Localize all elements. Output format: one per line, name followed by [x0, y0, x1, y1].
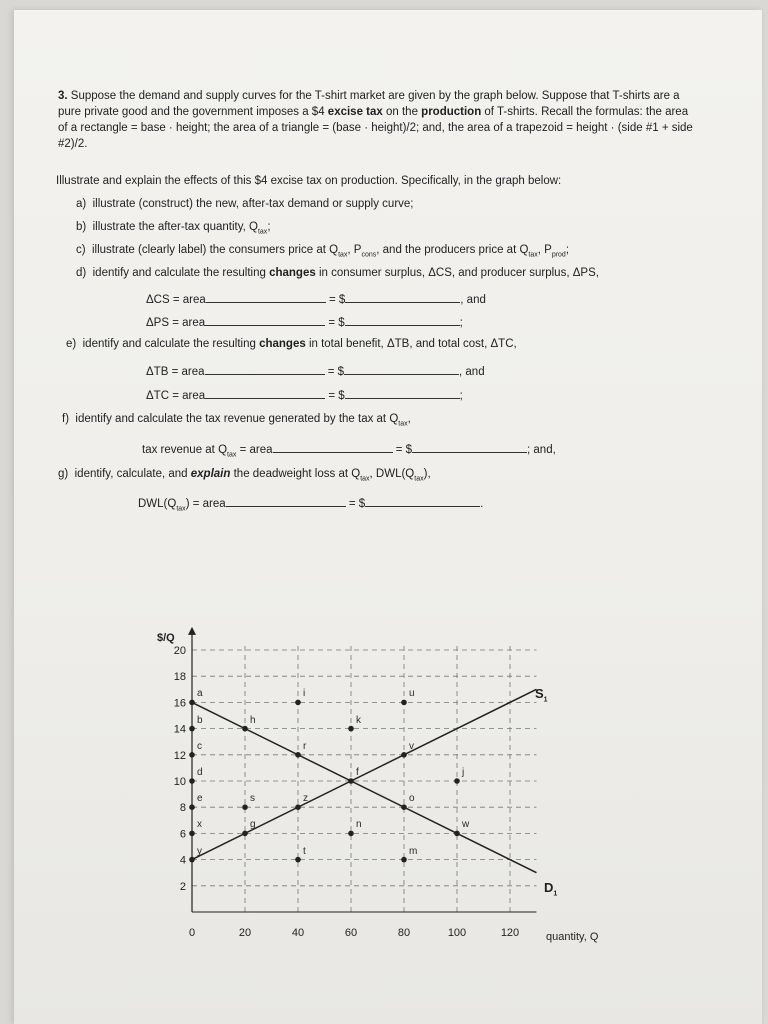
- point-label-r: r: [303, 740, 307, 752]
- y-tick-label-6: 6: [179, 828, 186, 841]
- point-label-c: c: [197, 740, 202, 752]
- point-label-j: j: [462, 767, 465, 778]
- sub-tax-b: tax: [257, 228, 268, 236]
- point-label-g: g: [250, 819, 256, 831]
- item-b: [76, 221, 271, 235]
- dcs-equals: = $: [328, 294, 346, 306]
- point-marker-u: [401, 700, 407, 706]
- dps-label: ΔPS = area: [146, 317, 206, 329]
- intro-bold-production: production: [421, 106, 482, 118]
- item-a-label: a): [76, 198, 87, 210]
- dtb-equals: = $: [327, 366, 345, 378]
- supply-sub: 1: [543, 696, 548, 704]
- item-c-text1: illustrate (clearly label) the consumers price at Q: [91, 244, 339, 256]
- sub-prod: prod: [551, 251, 566, 259]
- sub-tax-f: tax: [398, 420, 408, 428]
- dtc-equals: = $: [328, 390, 345, 402]
- dcs-line: [146, 290, 486, 306]
- point-marker-j: [454, 778, 460, 784]
- point-label-m: m: [409, 845, 418, 857]
- item-d-bold: changes: [269, 267, 316, 279]
- y-tick-label-4: 4: [179, 854, 186, 867]
- sub-tax-dwl: tax: [176, 505, 186, 513]
- item-e-text2: in total benefit, ΔTB, and total cost, ΔTC,: [305, 338, 517, 350]
- item-e-bold: changes: [259, 338, 306, 350]
- dwl-label2: ) = area: [185, 498, 226, 510]
- point-label-b: b: [197, 714, 203, 726]
- item-d: [76, 267, 599, 279]
- item-c: [76, 244, 569, 258]
- dwl-period: .: [480, 498, 484, 510]
- dtb-and: , and: [459, 366, 485, 378]
- dps-value-blank[interactable]: [345, 313, 460, 326]
- taxrev-semicolon-and: ; and,: [527, 444, 556, 456]
- y-axis-title: $/Q: [157, 632, 175, 644]
- point-label-y: y: [197, 845, 202, 857]
- demand-curve-label: [544, 880, 557, 898]
- dtc-area-blank[interactable]: [205, 386, 325, 399]
- taxrev-label2: = area: [236, 444, 273, 456]
- point-label-i: i: [303, 688, 306, 700]
- supply-demand-graph: [154, 620, 634, 950]
- x-tick-label-0: 0: [188, 927, 196, 939]
- item-f-label: f): [62, 413, 70, 425]
- item-g-label: g): [58, 468, 69, 480]
- y-tick-label-2: 2: [179, 880, 186, 893]
- item-c-text3: , and the producers price at Q: [376, 244, 529, 256]
- sub-tax-g2: tax: [414, 475, 424, 483]
- item-g: [58, 468, 431, 482]
- intro-bold-excise: excise tax: [327, 106, 383, 118]
- item-b-text: illustrate the after-tax quantity, Q: [92, 221, 258, 233]
- point-label-d: d: [197, 767, 203, 778]
- x-tick-label-20: 20: [238, 927, 252, 939]
- point-marker-a: [189, 700, 195, 706]
- dtb-line: [146, 362, 485, 378]
- graph-svg: [154, 620, 634, 950]
- intro-text-b: on the: [382, 106, 422, 118]
- item-g-paren: ),: [423, 468, 431, 480]
- point-marker-v: [401, 752, 407, 758]
- x-tick-label-80: 80: [397, 927, 411, 939]
- dwl-label: DWL(Q: [138, 498, 177, 510]
- y-tick-label-12: 12: [173, 749, 186, 762]
- y-tick-label-16: 16: [173, 697, 186, 710]
- y-tick-label-14: 14: [173, 723, 186, 736]
- dtb-area-blank[interactable]: [205, 362, 325, 375]
- question-intro: [58, 88, 698, 152]
- point-marker-y: [189, 857, 195, 863]
- dtc-semicolon: ;: [459, 390, 463, 402]
- supply-curve-label: [535, 686, 548, 704]
- intro-text-c: of T-shirts. Recall the formulas: the area of a rectangle = base · height; the area of a triangle = (base · height)/2; and, the area of a trapezoid = height · (side #1 + side #2)/2.: [58, 106, 693, 150]
- point-marker-f: [348, 778, 354, 784]
- sub-tax-c1: tax: [338, 251, 348, 259]
- item-d-text1: identify and calculate the resulting: [92, 267, 270, 279]
- item-b-label: b): [76, 221, 87, 233]
- item-d-text2: in consumer surplus, ΔCS, and producer surplus, ΔPS,: [315, 267, 599, 279]
- item-g-text1: identify, calculate, and: [74, 468, 191, 480]
- y-tick-label-8: 8: [179, 802, 186, 815]
- point-label-w: w: [462, 819, 470, 831]
- point-label-o: o: [409, 793, 415, 805]
- point-label-v: v: [409, 740, 414, 752]
- point-label-s: s: [250, 793, 255, 805]
- item-c-semicolon: ;: [565, 244, 570, 256]
- dps-semicolon: ;: [459, 317, 463, 329]
- item-e-text1: identify and calculate the resulting: [82, 338, 260, 350]
- x-tick-label-40: 40: [291, 927, 305, 939]
- x-tick-label-100: 100: [447, 927, 467, 939]
- point-label-z: z: [303, 793, 308, 805]
- x-tick-label-120: 120: [500, 927, 520, 939]
- dwl-line: [138, 494, 483, 512]
- tax-revenue-line: [142, 440, 556, 458]
- item-b-semicolon: ;: [267, 221, 271, 233]
- sub-tax-c2: tax: [528, 251, 538, 259]
- point-label-e: e: [197, 793, 203, 805]
- taxrev-label: tax revenue at Q: [142, 444, 228, 456]
- item-c-label: c): [76, 244, 86, 256]
- point-label-x: x: [197, 819, 202, 831]
- item-f-comma: ,: [407, 413, 411, 425]
- y-axis-arrow-icon: [188, 627, 196, 635]
- item-d-label: d): [76, 267, 87, 279]
- dcs-and: , and: [460, 294, 486, 306]
- dtb-label: ΔTB = area: [146, 366, 205, 378]
- dps-equals: = $: [328, 317, 345, 329]
- point-label-a: a: [197, 688, 203, 700]
- point-label-h: h: [250, 714, 256, 726]
- item-c-text2: , P: [347, 244, 362, 256]
- dwl-area-blank[interactable]: [226, 494, 346, 507]
- taxrev-equals: = $: [395, 444, 413, 456]
- point-marker-h: [242, 726, 248, 732]
- item-e: [66, 338, 517, 350]
- dtb-value-blank[interactable]: [344, 362, 459, 375]
- item-a: [76, 198, 414, 210]
- item-a-text: illustrate (construct) the new, after-tax demand or supply curve;: [92, 198, 414, 210]
- point-marker-z: [295, 804, 301, 810]
- point-marker-i: [295, 700, 301, 706]
- item-g-bold: explain: [190, 468, 231, 480]
- point-marker-n: [348, 831, 354, 837]
- dps-line: [146, 313, 463, 329]
- item-g-text3: , DWL(Q: [369, 468, 415, 480]
- dtc-value-blank[interactable]: [345, 386, 460, 399]
- x-tick-label-60: 60: [344, 927, 358, 939]
- dwl-equals: = $: [348, 498, 366, 510]
- question-number: 3.: [58, 90, 68, 102]
- item-c-text4: , P: [537, 244, 552, 256]
- point-marker-b: [189, 726, 195, 732]
- sub-cons: cons: [361, 251, 377, 259]
- point-label-t: t: [303, 845, 306, 857]
- dwl-value-blank[interactable]: [365, 494, 480, 507]
- point-marker-c: [189, 752, 195, 758]
- point-marker-k: [348, 726, 354, 732]
- item-g-text2: the deadweight loss at Q: [230, 468, 361, 480]
- y-tick-label-10: 10: [173, 776, 186, 788]
- item-f: [62, 413, 411, 427]
- dtc-label: ΔTC = area: [146, 390, 206, 402]
- dcs-area-blank[interactable]: [206, 290, 326, 303]
- taxrev-area-blank[interactable]: [273, 440, 393, 453]
- worksheet-page: [14, 10, 762, 1024]
- point-marker-t: [295, 857, 301, 863]
- point-marker-e: [189, 804, 195, 810]
- intro-text-a: Suppose the demand and supply curves for the T-shirt market are given by the graph below. Suppose that T-shirts are a pure private good and the government imposes a $4: [58, 90, 680, 118]
- dcs-value-blank[interactable]: [345, 290, 460, 303]
- sub-tax-g1: tax: [360, 475, 370, 483]
- demand-letter: D: [544, 880, 554, 895]
- taxrev-value-blank[interactable]: [412, 440, 527, 453]
- point-marker-x: [189, 831, 195, 837]
- point-marker-o: [401, 804, 407, 810]
- point-marker-w: [454, 831, 460, 837]
- item-f-text: identify and calculate the tax revenue generated by the tax at Q: [75, 413, 399, 425]
- supply-letter: S: [535, 686, 544, 701]
- point-marker-s: [242, 804, 248, 810]
- dps-area-blank[interactable]: [205, 313, 325, 326]
- demand-sub: 1: [553, 890, 558, 898]
- point-label-f: f: [356, 767, 359, 778]
- point-label-u: u: [409, 688, 415, 700]
- item-e-label: e): [66, 338, 77, 350]
- instruction: Illustrate and explain the effects of this $4 excise tax on production. Specifically, in the graph below:: [56, 175, 562, 187]
- dtc-line: [146, 386, 463, 402]
- x-axis-title: quantity, Q: [546, 931, 599, 943]
- point-label-n: n: [356, 819, 362, 831]
- y-tick-label-18: 18: [173, 671, 186, 684]
- point-marker-r: [295, 752, 301, 758]
- dcs-label: ΔCS = area: [146, 294, 206, 306]
- point-label-k: k: [356, 714, 361, 726]
- point-marker-d: [189, 778, 195, 784]
- point-marker-g: [242, 831, 248, 837]
- point-marker-m: [401, 857, 407, 863]
- sub-tax-taxrev: tax: [227, 451, 237, 459]
- y-tick-label-20: 20: [173, 645, 186, 657]
